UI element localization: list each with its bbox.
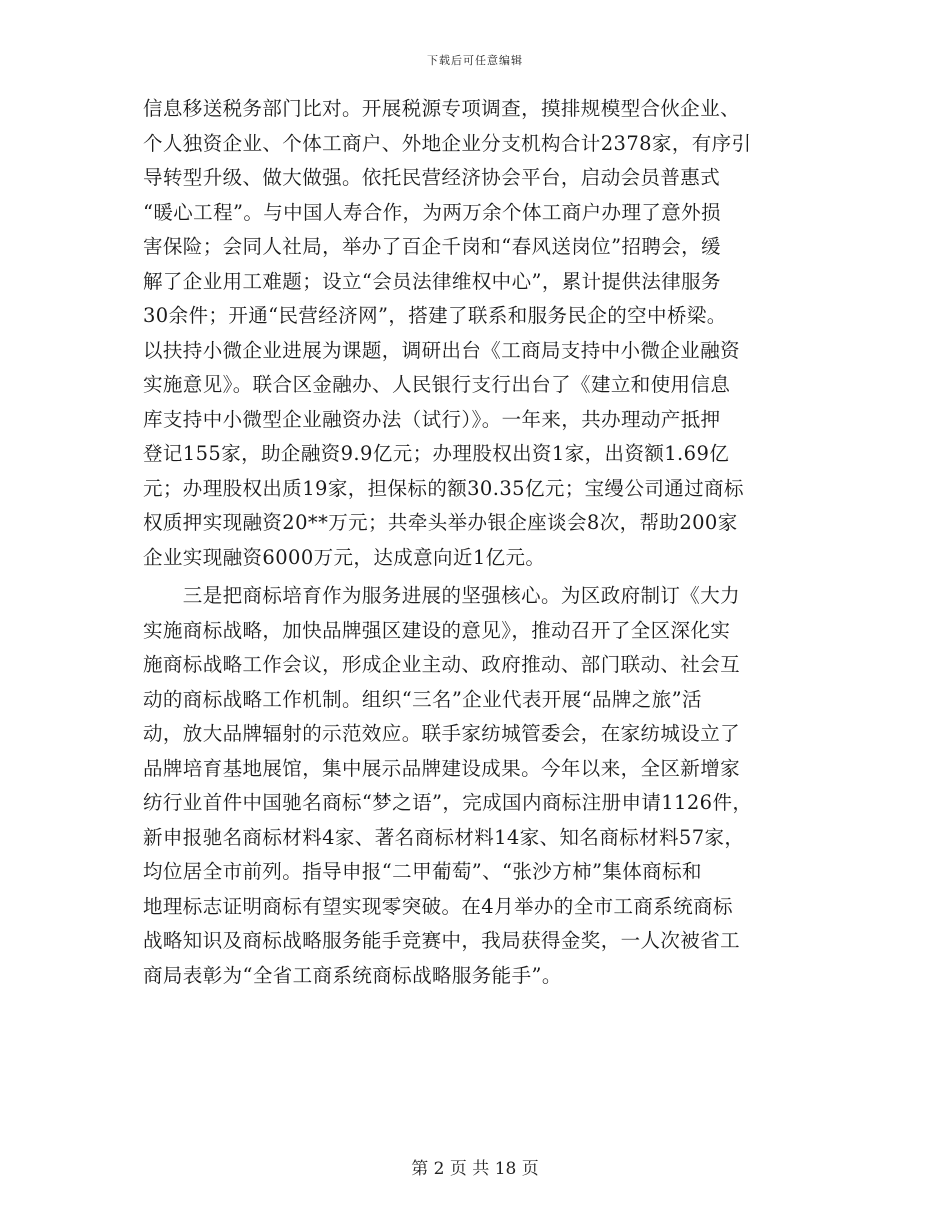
document-body: [143, 92, 808, 993]
text-line: 战略知识及商标战略服务能手竞赛中，我局获得金奖，一人次被省工: [143, 929, 741, 952]
page-number-footer: 第 2 页 共 18 页: [411, 1159, 539, 1179]
paragraph-start-line: 三是把商标培育作为服务进展的坚强核心。为区政府制订《大力: [143, 584, 741, 607]
text-line: 纺行业首件中国驰名商标“梦之语”，完成国内商标注册申请1126件，: [143, 791, 753, 814]
text-line: 个人独资企业、个体工商户、外地企业分支机构合计2378家，有序引: [143, 131, 752, 155]
text-line: 施商标战略工作会议，形成企业主动、政府推动、部门联动、社会互: [143, 653, 741, 676]
text-line: 均位居全市前列。指导申报“二甲葡萄”、“张沙方柿”集体商标和: [143, 860, 702, 883]
text-line: 地理标志证明商标有望实现零突破。在4月举办的全市工商系统商标: [143, 894, 733, 918]
text-line: “暖心工程”。与中国人寿合作，为两万余个体工商户办理了意外损: [143, 200, 721, 224]
text-line: 信息移送税务部门比对。开展税源专项调查，摸排规模型合伙企业、: [143, 97, 741, 120]
text-line: 权质押实现融资20**万元；共牵头举办银企座谈会8次，帮助200家: [143, 511, 738, 534]
text-line: 元；办理股权出质19家，担保标的额30.35亿元；宝缦公司通过商标: [143, 476, 744, 500]
text-line: 解了企业用工难题；设立“会员法律维权中心”，累计提供法律服务: [143, 269, 721, 293]
text-line: 实施意见》。联合区金融办、人民银行支行出台了《建立和使用信息: [143, 373, 731, 396]
text-line: 实施商标战略，加快品牌强区建设的意见》，推动召开了全区深化实: [143, 618, 731, 642]
text-line: 动的商标战略工作机制。组织“三名”企业代表开展“品牌之旅”活: [143, 687, 702, 711]
text-line: 品牌培育基地展馆，集中展示品牌建设成果。今年以来，全区新增家: [143, 756, 741, 780]
text-line: 新申报驰名商标材料4家、著名商标材料14家、知名商标材料57家，: [143, 825, 745, 849]
text-line: 动，放大品牌辐射的示范效应。联手家纺城管委会，在家纺城设立了: [143, 722, 741, 745]
text-line: 登记155家，助企融资9.9亿元；办理股权出资1家，出资额1.69亿: [143, 442, 730, 465]
text-line: 企业实现融资6000万元，达成意向近1亿元。: [143, 545, 546, 569]
page-header-note: 下载后可任意编辑: [427, 54, 523, 67]
text-line: 害保险；会同人社局，举办了百企千岗和“春风送岗位”招聘会，缓: [143, 235, 721, 258]
text-line: 以扶持小微企业进展为课题，调研出台《工商局支持中小微企业融资: [143, 338, 741, 362]
text-line: 商局表彰为“全省工商系统商标战略服务能手”。: [143, 963, 562, 987]
text-line: 库支持中小微型企业融资办法（试行）》。一年来，共办理动产抵押: [143, 407, 721, 431]
text-line: 导转型升级、做大做强。依托民营经济协会平台，启动会员普惠式: [143, 166, 721, 189]
text-line: 30余件；开通“民营经济网”，搭建了联系和服务民企的空中桥梁。: [143, 304, 727, 327]
